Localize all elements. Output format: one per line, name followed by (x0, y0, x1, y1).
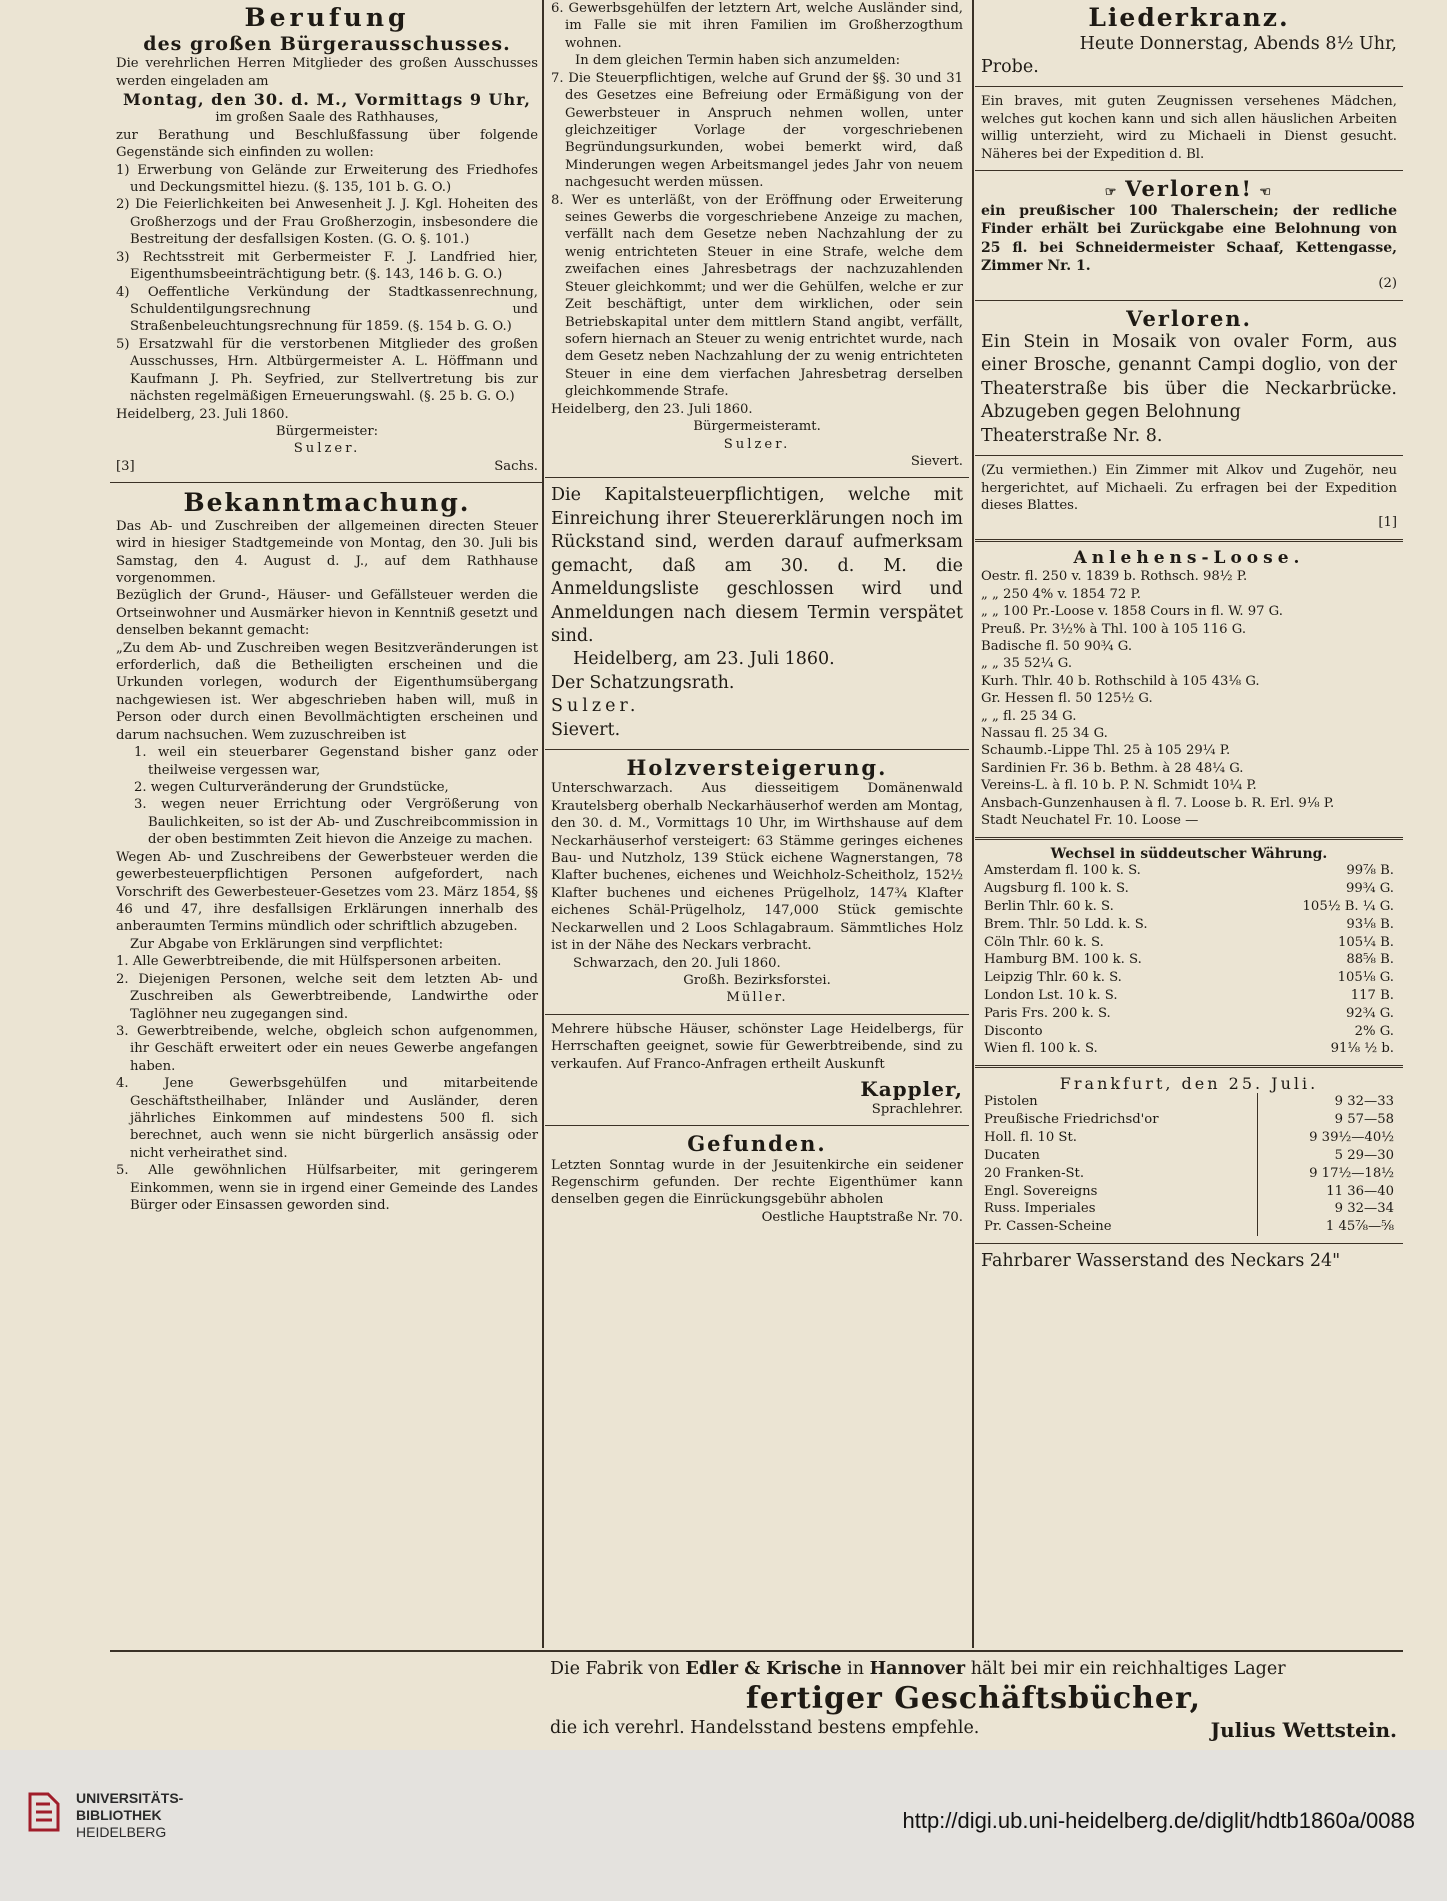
wechsel-place: Augsburg fl. 100 k. S. (984, 881, 1129, 897)
verloren2-address: Theaterstraße Nr. 8. (981, 425, 1163, 446)
rule (975, 300, 1403, 301)
bekanntmachung-p1: Das Ab- und Zuschreiben der allgemeinen directen Steuer wird in hiesiger Stadtgemeinde von Montag, den 30. Juli bis Samstag, den 4. August d. J., auf dem Rathhause vorgenommen. (116, 518, 538, 586)
holz-text: Unterschwarzach. Aus diesseitigem Domänenwald Krautelsberg oberhalb Neckarhäuserhof werden am Montag, den 30. d. M., Vormittags 10 Uhr, im Wirthshause auf dem Neckarhäuserhof versteigert: 63 Stämme geringes eichenes Bau- und Nutzholz, 139 Stück eichene Wagnerstangen, 78 Klafter buchenes, eichenes und Weichholz-Scheitholz, 152½ Klafter buchenes und eichenes Prügelholz, 147¾ Klafter eichenes Schäl-Prügelholz, 147,000 Stück gemischte Neckarwellen und 2 Loos Schlagabraum. Sämmtliches Holz ist in der Nähe des Neckars verbracht. (551, 781, 963, 954)
rule (975, 1243, 1403, 1244)
notice-liederkranz (975, 4, 1403, 79)
anlehen-row: „ „ 250 4% v. 1854 72 P. (981, 586, 1141, 602)
frankfurt-coin: Holl. fl. 10 St. (984, 1130, 1077, 1146)
berufung-subtitle: des großen Bürgerausschusses. (143, 32, 511, 55)
berufung-dateline: Heidelberg, 23. Juli 1860. (116, 406, 289, 422)
bekanntmachung-p4: Wegen Ab- und Zuschreibens der Gewerbsteuer werden die gewerbesteuerpflichtigen Personen aufgefordert, nach Vorschrift des Gewerbesteuer-Gesetzes vom 23. März 1854, §§ 46 und 47, ihre desfallsigen Erklärungen innerhalb des anberaumten Termins mündlich oder schriftlich abzugeben. (116, 849, 538, 935)
bekanntmachung-title: Bekanntmachung. (183, 488, 471, 518)
bekanntmachung-p2: Bezüglich der Grund-, Häuser- und Gefällsteuer werden die Ortseinwohner und Ausmärker hievon in Kenntniß gesetzt und denselben bekannt gemacht: (116, 588, 538, 639)
wechsel-title: Wechsel in süddeutscher Währung. (1050, 845, 1328, 862)
anlehen-row: Vereins-L. à fl. 10 b. P. N. Schmidt 10¼ P. (981, 778, 1257, 794)
table-anlehen (975, 548, 1403, 830)
frankfurt-rate: 5 29—30 (1257, 1147, 1397, 1165)
table-frankfurt (975, 1074, 1403, 1236)
notice-continuation (545, 0, 969, 470)
continuation-signer: Sulzer. (723, 436, 791, 452)
berufung-item: 1) Erwerbung von Gelände zur Erweiterung des Friedhofes und Deckungsmittel hiezu. (§. 135, 101 b. G. O.) (116, 162, 538, 196)
maedchen-text: Ein braves, mit guten Zeugnissen versehenes Mädchen, welches gut kochen kann und sich allen häuslichen Arbeiten willig unterzieht, wird zu Michaeli in Dienst gesucht. Näheres bei der Expedition d. Bl. (981, 94, 1397, 162)
notice-maedchen (975, 93, 1403, 163)
holz-title: Holzversteigerung. (626, 755, 888, 781)
anlehen-row: Kurh. Thlr. 40 b. Rothschild à 105 43⅛ G. (981, 673, 1260, 689)
wechsel-place: Disconto (984, 1023, 1043, 1039)
ad-signer: Julius Wettstein. (1210, 1718, 1397, 1743)
wechsel-place: Berlin Thlr. 60 k. S. (984, 898, 1114, 914)
library-bar (0, 1750, 1447, 1901)
berufung-item: 5) Ersatzwahl für die verstorbenen Mitglieder des großen Ausschusses, Hrn. Altbürgermeister A. L. Höffmann und Kaufmann J. Ph. Seyfried, zur Stellvertretung bis zur nächsten regelmäßigen Erneuerungswahl. (§. 25 b. G. O.) (116, 336, 538, 405)
frankfurt-rate: 9 39½—40½ (1257, 1129, 1397, 1147)
berufung-signer: Sulzer. (293, 441, 361, 457)
ad-line3: die ich verehrl. Handelsstand bestens empfehle. (550, 1718, 980, 1739)
verloren2-text: Ein Stein in Mosaik von ovaler Form, aus einer Brosche, genannt Campi doglio, von der Theaterstraße bis über die Neckarbrücke. Abzugeben gegen Belohnung (981, 331, 1397, 423)
frankfurt-coin: 20 Franken-St. (984, 1165, 1085, 1181)
frankfurt-row (981, 1147, 1397, 1165)
notice-verloren-1 (975, 177, 1403, 293)
column-3 (975, 0, 1403, 1648)
berufung-signer2: Sachs. (494, 458, 538, 474)
wechsel-rate: 92¾ G. (1345, 1005, 1394, 1021)
ad-line1-suffix: hält bei mir ein reichhaltiges Lager (970, 1659, 1286, 1679)
rule (545, 1014, 969, 1015)
gefunden-address: Oestliche Hauptstraße Nr. 70. (761, 1209, 963, 1225)
bekanntmachung-list2-item: 4. Jene Gewerbsgehülfen und mitarbeitende Geschäftstheilhaber, Inländer und Ausländer, deren jährliches Einkommen auf mindestens 500 fl. sich berechnet, auch wenn sie nicht bürgerlich ansässig oder nicht verheirathet sind. (116, 1076, 538, 1161)
anlehen-title: Anlehens-Loose. (1073, 547, 1305, 568)
ad-line1-mid: in (847, 1659, 865, 1679)
wechsel-row (981, 951, 1397, 969)
bekanntmachung-list2-item: 5. Alle gewöhnlichen Hülfsarbeiter, mit geringerem Einkommen, wenn sie in irgend einer Gemeinde des Landes Bürger oder Einsassen geworden sind. (116, 1163, 538, 1214)
logo-line-3: HEIDELBERG (76, 1823, 167, 1840)
gefunden-title: Gefunden. (687, 1131, 827, 1157)
wechsel-row (981, 987, 1397, 1005)
frankfurt-row (981, 1165, 1397, 1183)
notice-bekanntmachung (110, 489, 544, 1214)
anlehen-rows (981, 568, 1397, 829)
ad-edler-krische (110, 1658, 1403, 1744)
wechsel-rate: 88⅝ B. (1346, 952, 1394, 968)
pointing-hand-icon: ☞ (1104, 185, 1126, 201)
wechsel-row (981, 1023, 1397, 1041)
logo-line-1: UNIVERSITÄTS- (76, 1790, 184, 1806)
library-logo-text (76, 1790, 183, 1840)
frankfurt-row (981, 1218, 1397, 1236)
anlehen-row: Sardinien Fr. 36 b. Bethm. à 28 48¼ G. (981, 760, 1244, 776)
rule (545, 1125, 969, 1126)
kapital-authority: Der Schatzungsrath. (551, 672, 735, 693)
table-wechsel (975, 846, 1403, 1059)
wechsel-place: Wien fl. 100 k. S. (984, 1041, 1098, 1057)
holz-dateline: Schwarzach, den 20. Juli 1860. (573, 955, 781, 971)
anlehen-row: „ „ 35 52¼ G. (981, 656, 1073, 672)
wechsel-place: Leipzig Thlr. 60 k. S. (984, 970, 1122, 986)
wechsel-rate: 105½ B. ¼ G. (1302, 898, 1394, 914)
bekanntmachung-list2-item: 3. Gewerbtreibende, welche, obgleich schon aufgenommen, ihr Geschäft erweitert oder ein neues Gewerbe angefangen haben. (116, 1023, 538, 1074)
ad-product: fertiger Geschäftsbücher, (745, 1681, 1202, 1717)
berufung-purpose: zur Berathung und Beschlußfassung über folgende Gegenstände sich einfinden zu wollen: (116, 127, 538, 161)
rule (975, 539, 1403, 542)
wechsel-rate: 105⅛ G. (1337, 970, 1394, 986)
kapital-signer2: Sievert. (551, 719, 621, 740)
bekanntmachung-list1-item: 3. wegen neuer Errichtung oder Vergrößerung von Baulichkeiten, so ist der Ab- und Zuschreibcommission in der oben bestimmten Zeit hievon die Anzeige zu machen. (134, 797, 538, 848)
bekanntmachung-list1-item: 1. weil ein steuerbarer Gegenstand bisher ganz oder theilweise vergessen war, (134, 745, 538, 778)
rule (975, 455, 1403, 456)
frankfurt-rate: 1 45⅞—⅝ (1257, 1218, 1397, 1236)
kapital-signer: Sulzer. (551, 696, 640, 717)
holz-authority: Großh. Bezirksforstei. (683, 972, 831, 988)
frankfurt-coin: Pistolen (984, 1094, 1038, 1110)
continuation-item: In dem gleichen Termin haben sich anzumelden: (575, 53, 901, 69)
wechsel-row (981, 898, 1397, 916)
holz-signer: Müller. (726, 990, 788, 1006)
frankfurt-row (981, 1200, 1397, 1218)
anlehen-row: Schaumb.-Lippe Thl. 25 à 105 29¼ P. (981, 743, 1231, 759)
notice-holzversteigerung (545, 756, 969, 1007)
frankfurt-row (981, 1183, 1397, 1201)
frankfurt-row (981, 1129, 1397, 1147)
haeuser-text: Mehrere hübsche Häuser, schönster Lage Heidelbergs, für Herrschaften geeignet, sowie für Gewerbtreibende, sind zu verkaufen. Auf Franco-Anfragen ertheilt Auskunft (551, 1021, 963, 1072)
zimmer-text: (Zu vermiethen.) Ein Zimmer mit Alkov und Zugehör, neu hergerichtet, auf Michaeli. Zu erfragen bei der Expedition dieses Blattes. (981, 463, 1397, 513)
university-library-logo-icon (26, 1790, 62, 1834)
haeuser-name: Kappler, (860, 1077, 963, 1102)
anlehen-row: Badische fl. 50 90¾ G. (981, 638, 1133, 654)
continuation-item: 6. Gewerbsgehülfen der letztern Art, welche Ausländer sind, im Falle sie mit ihren Familien im Großherzogthum wohnen. (551, 1, 963, 51)
bekanntmachung-p3: „Zu dem Ab- und Zuschreiben wegen Besitzveränderungen ist erforderlich, daß die Betheiligten erscheinen und die Urkunden vorlegen, wodurch der Eigenthumsübergang nachgewiesen ist. Wer abgeschrieben haben will, muß in Person oder durch einen Bevollmächtigten erscheinen und darum nachsuchen. Wem zuzuschreiben ist (116, 640, 538, 743)
wechsel-row (981, 862, 1397, 880)
berufung-item: 3) Rechtsstreit mit Gerbermeister F. J. Landfried hier, Eigenthumsbeeinträchtigung betr. (§. 143, 146 b. G. O.) (116, 249, 538, 283)
continuation-item: 8. Wer es unterläßt, von der Eröffnung oder Erweiterung seines Gewerbs die vorgeschriebene Anzeige zu machen, verfällt nach dem Gesetze neben Nachzahlung der zu wenig entrichteten Steuer in eine Strafe, welche dem zweifachen eines Jahresbetrags der nachzuzahlenden Steuer gleichkommt; und wer die Gehülfen, welche er zur Zeit beschäftigt, unter dem wirklichen, oder sein Betriebskapital unter dem mittlern Stand angibt, verfällt, sofern hiernach an Steuer zu wenig entrichtet wurde, nach dem Gesetz neben Nachzahlung der zu wenig entrichteten Steuer in eine dem vierfachen Jahresbetrag derselben gleichkommende Strafe. (551, 192, 963, 400)
anlehen-row: „ „ 100 Pr.-Loose v. 1858 Cours in fl. W. 97 G. (981, 604, 1283, 620)
ad-line3-row (550, 1717, 1397, 1744)
wechsel-rate: 91⅛ ½ b. (1330, 1041, 1394, 1057)
berufung-place: im großen Saale des Rathhauses, (215, 110, 439, 126)
wechsel-place: Hamburg BM. 100 k. S. (984, 952, 1142, 968)
frankfurt-rate: 9 17½—18½ (1257, 1165, 1397, 1183)
wechsel-place: Cöln Thlr. 60 k. S. (984, 934, 1104, 950)
continuation-dateline: Heidelberg, den 23. Juli 1860. (551, 401, 753, 417)
notice-verloren-2 (975, 307, 1403, 448)
wechsel-rate: 2% G. (1354, 1023, 1394, 1039)
liederkranz-title: Liederkranz. (1088, 3, 1290, 32)
wechsel-place: Paris Frs. 200 k. S. (984, 1005, 1111, 1021)
anlehen-row: Stadt Neuchatel Fr. 10. Loose — (981, 813, 1199, 829)
column-rule (972, 0, 974, 1648)
liederkranz-line: Heute Donnerstag, Abends 8½ Uhr, (1079, 33, 1397, 54)
notice-berufung (110, 4, 544, 475)
ad-line1-prefix: Die Fabrik von (550, 1659, 680, 1679)
pegel-text: Fahrbarer Wasserstand des Neckars 24" (981, 1250, 1341, 1271)
continuation-item: 7. Die Steuerpflichtigen, welche auf Grund der §§. 30 und 31 des Gesetzes eine Befreiung oder Ermäßigung von der Gewerbsteuer in Anspruch nehmen wollen, unter gleichzeitiger Vorlage der vorgeschriebenen Begründungsurkunden, wobei bemerkt wird, daß Minderungen wegen Arbeitsmangel jedes Jahr von neuem nachgesucht werden müssen. (551, 70, 963, 191)
column-rule (542, 0, 544, 1648)
frankfurt-coin: Preußische Friedrichsd'or (984, 1112, 1159, 1128)
wechsel-row (981, 934, 1397, 952)
frankfurt-row (981, 1093, 1397, 1111)
bekanntmachung-list2-item: 1. Alle Gewerbtreibende, die mit Hülfspersonen arbeiten. (116, 954, 502, 970)
liederkranz-probe: Probe. (981, 56, 1039, 77)
verloren1-title: Verloren! (1125, 176, 1253, 202)
bekanntmachung-p5: Zur Abgabe von Erklärungen sind verpflichtet: (130, 936, 444, 952)
frankfurt-rate: 11 36—40 (1257, 1183, 1397, 1201)
wechsel-row (981, 1040, 1397, 1058)
verloren1-number: (2) (1378, 276, 1397, 292)
haeuser-role: Sprachlehrer. (871, 1102, 963, 1118)
frankfurt-rate: 9 32—34 (1257, 1200, 1397, 1218)
wechsel-rate: 105¼ B. (1337, 934, 1394, 950)
wechsel-place: Amsterdam fl. 100 k. S. (984, 863, 1141, 879)
wechsel-place: Brem. Thlr. 50 Ldd. k. S. (984, 916, 1148, 932)
source-url[interactable]: http://digi.ub.uni-heidelberg.de/diglit/hdtb1860a/0088 (902, 1808, 1415, 1833)
bekanntmachung-list2-item: 2. Diejenigen Personen, welche seit dem letzten Ab- und Zuschreiben als Gewerbtreibende, Landwirthe oder Taglöhner neu zugegangen sind. (116, 971, 538, 1022)
frankfurt-rate: 9 57—58 (1257, 1111, 1397, 1129)
frankfurt-coin: Pr. Cassen-Scheine (984, 1219, 1112, 1235)
berufung-date: Montag, den 30. d. M., Vormittags 9 Uhr, (123, 90, 531, 110)
logo-line-2: BIBLIOTHEK (76, 1806, 162, 1823)
wechsel-row (981, 1005, 1397, 1023)
notice-kapitalsteuer (545, 484, 969, 742)
wechsel-rate: 99⅞ B. (1346, 863, 1394, 879)
rule (975, 170, 1403, 171)
rule (975, 86, 1403, 87)
berufung-title: Berufung (244, 3, 410, 32)
rule (975, 1065, 1403, 1068)
kapital-text: Die Kapitalsteuerpflichtigen, welche mit Einreichung ihrer Steuererklärungen noch im Rückstand sind, werden darauf aufmerksam gemacht, daß am 30. d. M. die Anmeldungsliste geschlossen wird und Anmeldungen nach diesem Termin verspätet sind. (551, 485, 963, 647)
wechsel-rate: 99¾ G. (1345, 881, 1394, 897)
notice-zimmer (975, 462, 1403, 532)
anlehen-row: Oestr. fl. 250 v. 1839 b. Rothsch. 98½ P. (981, 569, 1248, 585)
wechsel-place: London Lst. 10 k. S. (984, 988, 1118, 1004)
frankfurt-title: Frankfurt, den 25. Juli. (1059, 1074, 1319, 1094)
wechsel-rate: 117 B. (1350, 988, 1394, 1004)
rule (110, 482, 544, 483)
column-2 (545, 0, 969, 1648)
frankfurt-coin: Russ. Imperiales (984, 1201, 1096, 1217)
berufung-item: 2) Die Feierlichkeiten bei Anwesenheit J. J. Kgl. Hoheiten des Großherzogs und der Frau Großherzogin, insbesondere die Bestreitung der desfallsigen Kosten. (G. O. §. 101.) (116, 197, 538, 248)
frankfurt-rate: 9 32—33 (1257, 1093, 1397, 1111)
frankfurt-coin: Engl. Sovereigns (984, 1183, 1098, 1199)
anlehen-row: Gr. Hessen fl. 50 125½ G. (981, 691, 1153, 707)
page-footer (110, 1650, 1403, 1750)
wechsel-row (981, 916, 1397, 934)
bekanntmachung-list1-item: 2. wegen Culturveränderung der Grundstücke, (134, 780, 449, 796)
verloren2-title: Verloren. (1126, 305, 1252, 331)
berufung-item: 4) Oeffentliche Verkündung der Stadtkassenrechnung, Schuldentilgungsrechnung und Straßenbeleuchtungsrechnung für 1859. (§. 154 b. G. O.) (116, 284, 538, 335)
anlehen-row: Nassau fl. 25 34 G. (981, 726, 1108, 742)
verloren1-text: ein preußischer 100 Thalerschein; der redliche Finder erhält bei Zurückgabe eine Belohnung von 25 fl. bei Schneidermeister Schaaf, Kettengasse, Zimmer Nr. 1. (981, 202, 1397, 274)
gefunden-text: Letzten Sonntag wurde in der Jesuitenkirche ein seidener Regenschirm gefunden. Der rechte Eigenthümer kann denselben gegen die Einrückungsgebühr abholen (551, 1157, 963, 1208)
rule (545, 477, 969, 478)
wechsel-row (981, 969, 1397, 987)
continuation-signer2: Sievert. (910, 453, 963, 469)
anlehen-row: Ansbach-Gunzenhausen à fl. 7. Loose b. R. Erl. 9⅛ P. (981, 795, 1335, 811)
rule (545, 749, 969, 750)
berufung-number: [3] (116, 458, 135, 474)
wechsel-row (981, 880, 1397, 898)
kapital-dateline: Heidelberg, am 23. Juli 1860. (573, 649, 835, 670)
continuation-authority: Bürgermeisteramt. (693, 419, 821, 435)
wechsel-table (981, 862, 1397, 1058)
rule (975, 837, 1403, 840)
ad-firm: Edler & Krische (685, 1659, 842, 1679)
notice-gefunden (545, 1132, 969, 1226)
column-1 (110, 0, 544, 1648)
frankfurt-table (981, 1093, 1397, 1236)
anlehen-row: Preuß. Pr. 3½% à Thl. 100 à 105 116 G. (981, 621, 1247, 637)
ad-city: Hannover (869, 1659, 966, 1679)
frankfurt-coin: Ducaten (984, 1147, 1040, 1163)
notice-haeuser (545, 1021, 969, 1119)
wechsel-rate: 93⅛ B. (1346, 916, 1394, 932)
zimmer-number: [1] (1378, 515, 1397, 531)
berufung-authority: Bürgermeister: (275, 423, 379, 439)
berufung-intro: Die verehrlichen Herren Mitglieder des großen Ausschusses werden eingeladen am (116, 56, 538, 89)
anlehen-row: „ „ fl. 25 34 G. (981, 708, 1077, 724)
frankfurt-row (981, 1111, 1397, 1129)
pointing-hand-icon: ☜ (1252, 185, 1274, 201)
